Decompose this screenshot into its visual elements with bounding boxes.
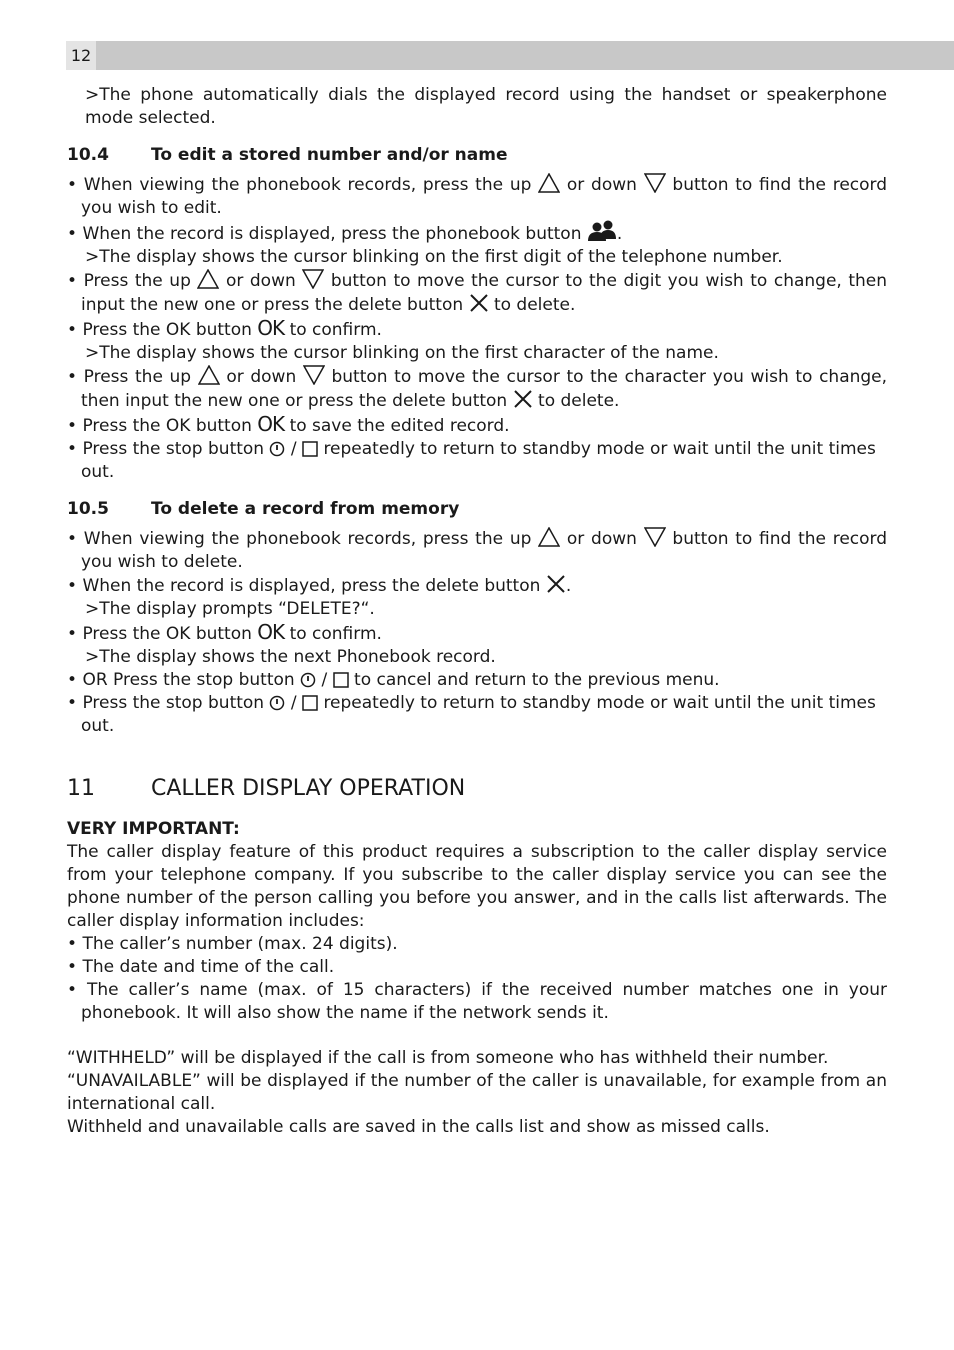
list-item: • The caller’s number (max. 24 digits).	[67, 934, 398, 954]
list-item: • When viewing the phonebook records, press the up or down button to find the record you wish to delete.	[67, 529, 888, 572]
slash-separator: /	[321, 670, 328, 690]
delete-x-icon	[469, 293, 489, 313]
up-triangle-icon	[198, 365, 220, 385]
page-content	[67, 84, 887, 1139]
up-triangle-icon	[538, 173, 560, 193]
caller-display-paragraph: The caller display feature of this product requires a subscription to the caller display service from your telephone company. If you subscribe to the caller display service you can see the phone number of the person calling you before you answer, and in the calls list afterwards. The caller display information includes:	[67, 842, 887, 931]
result-text: >The display shows the cursor blinking on the first digit of the telephone number.	[85, 247, 783, 267]
power-icon	[269, 695, 285, 711]
down-triangle-icon	[303, 365, 325, 385]
result-text: >The display shows the next Phonebook record.	[85, 647, 496, 667]
down-triangle-icon	[644, 173, 666, 193]
stop-square-icon	[333, 672, 349, 688]
withheld-text: “WITHHELD” will be displayed if the call is from someone who has withheld their number.	[67, 1048, 829, 1068]
stop-square-icon	[302, 695, 318, 711]
page-number: 12	[66, 41, 96, 70]
page-header-bar	[66, 41, 954, 70]
phonebook-icon	[587, 220, 617, 242]
down-triangle-icon	[302, 269, 324, 289]
stop-square-icon	[302, 441, 318, 457]
power-icon	[269, 441, 285, 457]
list-item: • Press the OK button OK to confirm.	[67, 620, 382, 644]
list-item: • The date and time of the call.	[67, 957, 335, 977]
slash-separator: /	[290, 439, 297, 459]
up-triangle-icon	[197, 269, 219, 289]
list-item: • When the record is displayed, press the delete button .	[67, 576, 572, 596]
ok-icon: OK	[257, 620, 285, 644]
up-triangle-icon	[538, 527, 560, 547]
power-icon	[300, 672, 316, 688]
list-item: • OR Press the stop button / to cancel and return to the previous menu.	[67, 670, 720, 690]
unavailable-text: “UNAVAILABLE” will be displayed if the number of the caller is unavailable, for example from an international call.	[67, 1071, 887, 1114]
section-10-5-heading: 10.5 To delete a record from memory	[67, 499, 460, 519]
list-item: • When viewing the phonebook records, press the up or down button to find the record you wish to edit.	[67, 175, 888, 218]
slash-separator: /	[290, 693, 297, 713]
list-item: • Press the OK button OK to save the edited record.	[67, 412, 510, 436]
saved-calls-text: Withheld and unavailable calls are saved in the calls list and show as missed calls.	[67, 1117, 770, 1137]
list-item: • Press the stop button / repeatedly to return to standby mode or wait until the unit times out.	[67, 439, 876, 482]
result-text: >The display prompts “DELETE?“.	[85, 599, 375, 619]
list-item: • The caller’s name (max. of 15 characters) if the received number matches one in your phonebook. It will also show the name if the network sends it.	[67, 980, 887, 1023]
ok-icon: OK	[257, 412, 285, 436]
ok-icon: OK	[257, 316, 285, 340]
intro-result: >The phone automatically dials the displayed record using the handset or speakerphone mode selected.	[85, 85, 887, 128]
list-item: • Press the OK button OK to confirm.	[67, 316, 382, 340]
delete-x-icon	[513, 389, 533, 409]
list-item: • When the record is displayed, press the phonebook button .	[67, 220, 887, 246]
list-item: • Press the stop button / repeatedly to return to standby mode or wait until the unit times out.	[67, 693, 876, 736]
down-triangle-icon	[644, 527, 666, 547]
list-item: • Press the up or down button to move the cursor to the digit you wish to change, then input the new one or press the delete button to delete.	[67, 271, 888, 315]
section-11-heading: 11 CALLER DISPLAY OPERATION	[67, 776, 466, 801]
delete-x-icon	[546, 574, 566, 594]
list-item: • Press the up or down button to move the cursor to the character you wish to change, then input the new one or press the delete button to delete.	[67, 367, 888, 411]
result-text: >The display shows the cursor blinking on the first character of the name.	[85, 343, 719, 363]
section-10-4-heading: 10.4 To edit a stored number and/or name	[67, 145, 508, 165]
very-important-heading: VERY IMPORTANT:	[67, 819, 240, 839]
